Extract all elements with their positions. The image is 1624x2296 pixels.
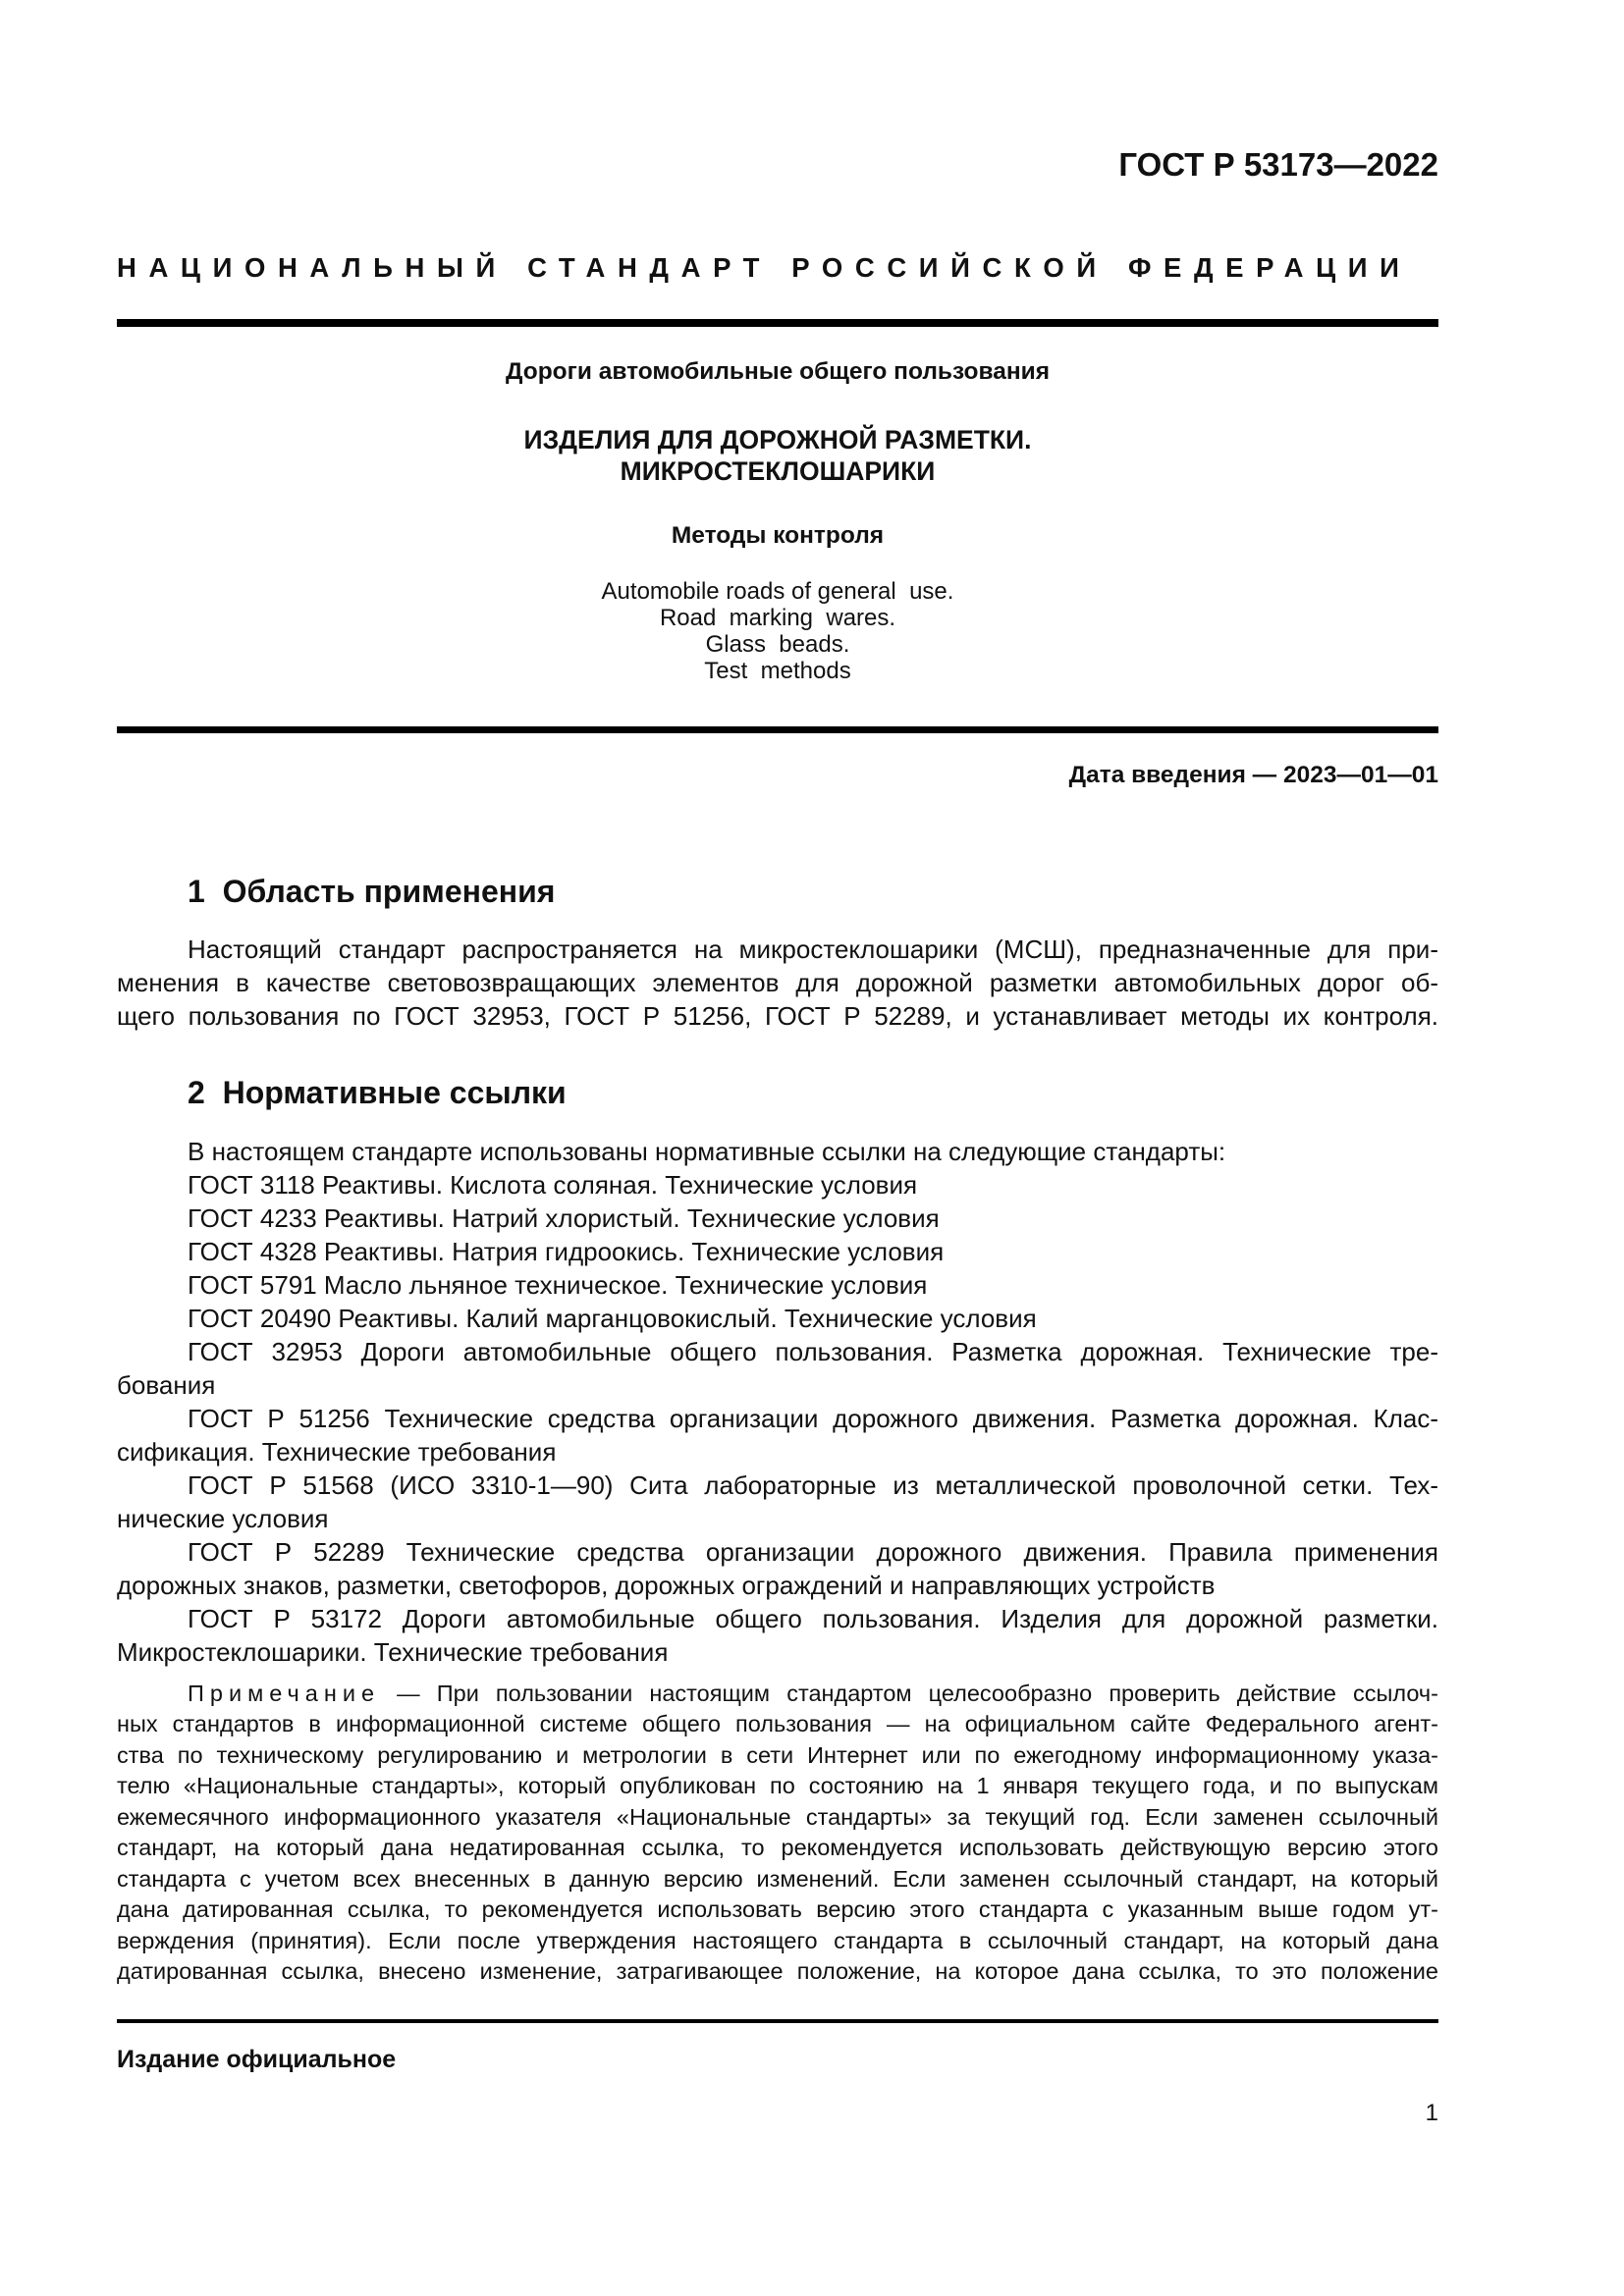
title-en-line4: Test methods <box>704 658 851 684</box>
page-number: 1 <box>1425 2100 1438 2126</box>
note-line: телю «Национальные стандарты», который опубликован по состоянию на 1 января текущего года, и по выпускам <box>117 1773 1438 1798</box>
reference-line: ГОСТ 3118 Реактивы. Кислота соляная. Технические условия <box>188 1170 918 1200</box>
note-line: датированная ссылка, внесено изменение, затрагивающее положение, на которое дана ссылка, то это положение <box>117 1958 1438 1984</box>
note-line: стандарт, на который дана недатированная ссылка, то рекомендуется использовать действующую версию этого <box>117 1835 1438 1860</box>
reference-line: ГОСТ 5791 Масло льняное техническое. Технические условия <box>188 1270 928 1300</box>
note-line: дана датированная ссылка, то рекомендуется использовать версию этого стандарта с указанным выше годом ут- <box>117 1896 1438 1922</box>
reference-line: бования <box>117 1370 216 1400</box>
reference-line: Микростеклошарики. Технические требования <box>117 1637 669 1667</box>
section-1-line: Настоящий стандарт распространяется на микростеклошарики (МСШ), предназначенные для при- <box>188 934 1438 964</box>
document-number: ГОСТ Р 53173—2022 <box>1118 146 1438 183</box>
note-first-line-text: — При пользовании настоящим стандартом целесообразно проверить действие ссылоч- <box>380 1681 1438 1706</box>
title-group: Дороги автомобильные общего пользования <box>505 358 1051 385</box>
title-main-line2: МИКРОСТЕКЛОШАРИКИ <box>620 456 936 486</box>
section-2-heading: 2 Нормативные ссылки <box>188 1075 567 1110</box>
note-label: Примечание <box>188 1681 381 1706</box>
title-sub: Методы контроля <box>671 522 885 549</box>
reference-line: ГОСТ Р 53172 Дороги автомобильные общего пользования. Изделия для дорожной разметки. <box>188 1604 1438 1633</box>
reference-line: ГОСТ Р 51256 Технические средства организации дорожного движения. Разметка дорожная. Клас- <box>188 1404 1438 1433</box>
reference-line: ГОСТ 4328 Реактивы. Натрия гидроокись. Технические условия <box>188 1237 945 1266</box>
note-line: ства по техническому регулированию и метрологии в сети Интернет или по ежегодному информационному указа- <box>117 1742 1438 1768</box>
reference-line: нические условия <box>117 1504 329 1533</box>
note-line: ных стандартов в информационной системе общего пользования — на официальном сайте Федерального агент- <box>117 1711 1438 1736</box>
official-edition-label: Издание официальное <box>117 2046 397 2073</box>
reference-line: ГОСТ Р 52289 Технические средства организации дорожного движения. Правила применения <box>188 1537 1438 1567</box>
section-1-line: щего пользования по ГОСТ 32953, ГОСТ Р 51256, ГОСТ Р 52289, и устанавливает методы их контроля. <box>117 1001 1438 1031</box>
note-line: ежемесячного информационного указателя «Национальные стандарты» за текущий год. Если заменен ссылочный <box>117 1804 1438 1830</box>
title-en-line3: Glass beads. <box>705 631 850 658</box>
title-rule <box>117 726 1438 733</box>
reference-line: ГОСТ 4233 Реактивы. Натрий хлористый. Технические условия <box>188 1203 940 1233</box>
national-standard-banner: НАЦИОНАЛЬНЫЙ СТАНДАРТ РОССИЙСКОЙ ФЕДЕРАЦИИ <box>117 252 1412 283</box>
reference-line: ГОСТ 32953 Дороги автомобильные общего пользования. Разметка дорожная. Технические тре- <box>188 1337 1438 1366</box>
title-en-line1: Automobile roads of general use. <box>601 578 954 605</box>
introduction-date: Дата введения — 2023—01—01 <box>1068 762 1438 788</box>
note-line: верждения (принятия). Если после утверждения настоящего стандарта в ссылочный стандарт, на который дана <box>117 1928 1438 1953</box>
reference-line: В настоящем стандарте использованы нормативные ссылки на следующие стандарты: <box>188 1137 1226 1166</box>
reference-line: ГОСТ 20490 Реактивы. Калий марганцовокислый. Технические условия <box>188 1304 1037 1333</box>
reference-line: ГОСТ Р 51568 (ИСО 3310-1—90) Сита лабораторные из металлической проволочной сетки. Тех- <box>188 1470 1438 1500</box>
section-1-line: менения в качестве световозвращающих элементов для дорожной разметки автомобильных дорог об- <box>117 968 1438 997</box>
title-main-line1: ИЗДЕЛИЯ ДЛЯ ДОРОЖНОЙ РАЗМЕТКИ. <box>523 425 1032 454</box>
reference-line: сификация. Технические требования <box>117 1437 557 1467</box>
footer-rule <box>117 2019 1438 2023</box>
reference-line: дорожных знаков, разметки, светофоров, дорожных ограждений и направляющих устройств <box>117 1571 1216 1600</box>
title-en-line2: Road marking wares. <box>659 605 896 631</box>
top-rule <box>117 319 1438 327</box>
note-line: стандарта с учетом всех внесенных в данную версию изменений. Если заменен ссылочный стандарт, на который <box>117 1866 1438 1892</box>
note-first-line <box>188 1679 1438 1710</box>
section-1-heading: 1 Область применения <box>188 874 556 909</box>
